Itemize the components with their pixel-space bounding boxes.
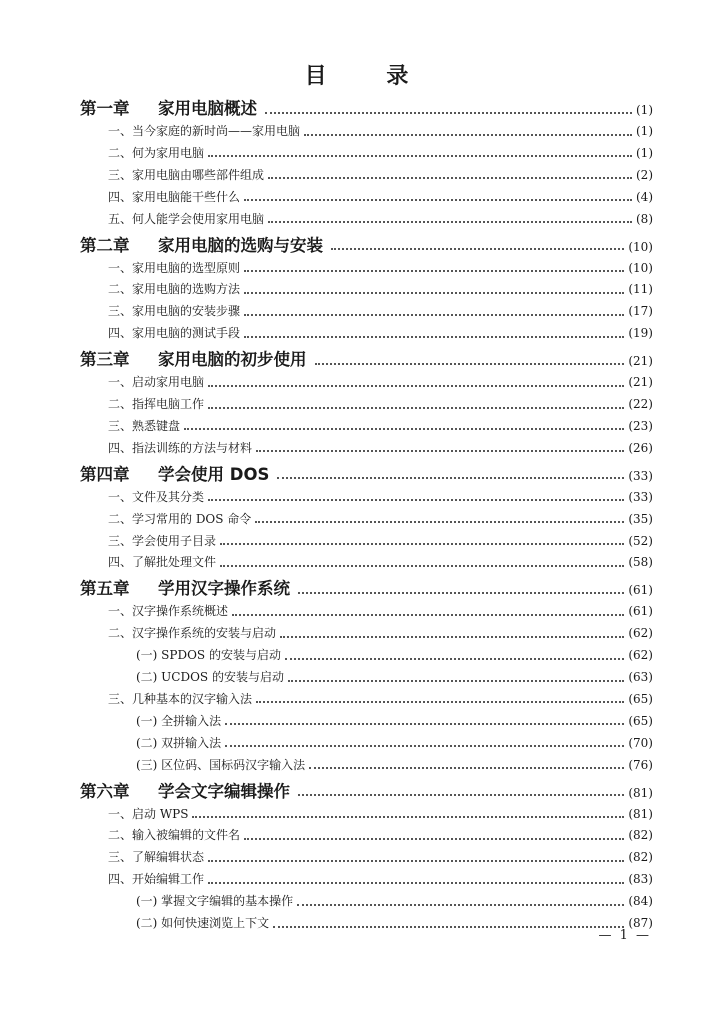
section-title: 二、学习常用的 DOS 命令 bbox=[108, 511, 252, 526]
dot-leader bbox=[244, 198, 632, 201]
section-title: 四、家用电脑能干些什么 bbox=[108, 189, 241, 204]
section-title: 一、当今家庭的新时尚——家用电脑 bbox=[108, 124, 301, 138]
toc-section bbox=[108, 552, 653, 572]
section-title: (一) SPDOS 的安装与启动 bbox=[136, 648, 281, 663]
toc-section bbox=[108, 279, 653, 299]
section-title: (二) 如何快速浏览上下文 bbox=[136, 916, 270, 930]
page-ref: (62) bbox=[628, 626, 653, 641]
dot-leader bbox=[277, 476, 624, 479]
dot-leader bbox=[268, 220, 632, 223]
section-title: (一) 全拼输入法 bbox=[136, 713, 222, 728]
toc-section bbox=[108, 804, 653, 824]
dot-leader bbox=[208, 498, 624, 501]
section-title: 一、汉字操作系统概述 bbox=[108, 604, 229, 619]
page-number: — 1 — bbox=[598, 928, 651, 943]
page-title: 目 录 bbox=[304, 64, 435, 89]
toc-section bbox=[108, 689, 653, 709]
page-ref: (62) bbox=[628, 648, 653, 663]
toc-chapter bbox=[80, 462, 653, 488]
dot-leader bbox=[298, 591, 624, 594]
page-ref: (1) bbox=[636, 124, 653, 138]
page-ref: (52) bbox=[628, 533, 653, 548]
section-title: (一) 掌握文字编辑的基本操作 bbox=[136, 894, 294, 909]
page-ref: (1) bbox=[636, 103, 653, 117]
toc-section bbox=[108, 623, 653, 643]
toc-section bbox=[108, 416, 653, 436]
dot-leader bbox=[280, 635, 624, 638]
chapter-title: 家用电脑的初步使用 bbox=[158, 350, 307, 370]
page-ref: (8) bbox=[636, 211, 653, 226]
page-ref: (82) bbox=[628, 850, 653, 865]
toc-section bbox=[108, 601, 653, 621]
section-title: 四、指法训练的方法与材料 bbox=[108, 440, 253, 455]
toc-section bbox=[108, 869, 653, 889]
toc-chapter bbox=[80, 347, 653, 373]
dot-leader bbox=[268, 176, 632, 179]
toc-section bbox=[108, 847, 653, 867]
section-title: 四、了解批处理文件 bbox=[108, 555, 217, 570]
section-title: 四、家用电脑的测试手段 bbox=[108, 326, 241, 341]
dot-leader bbox=[225, 744, 624, 747]
dot-leader bbox=[244, 269, 624, 272]
dot-leader bbox=[256, 700, 624, 703]
section-title: 三、家用电脑的安装步骤 bbox=[108, 304, 241, 319]
chapter-title: 学会文字编辑操作 bbox=[158, 781, 290, 801]
section-title: 二、汉字操作系统的安装与启动 bbox=[108, 626, 277, 641]
chapter-title: 家用电脑概述 bbox=[158, 99, 257, 118]
dot-leader bbox=[208, 154, 632, 157]
dot-leader bbox=[288, 679, 624, 682]
section-title: 一、文件及其分类 bbox=[108, 489, 205, 504]
section-title: 二、指挥电脑工作 bbox=[108, 397, 205, 411]
toc-section bbox=[108, 825, 653, 845]
toc-section bbox=[108, 372, 653, 392]
page-ref: (65) bbox=[628, 691, 653, 706]
page-ref: (70) bbox=[628, 735, 653, 750]
dot-leader bbox=[331, 247, 624, 250]
dot-leader bbox=[265, 111, 632, 114]
dot-leader bbox=[192, 815, 624, 818]
section-title: 一、家用电脑的选型原则 bbox=[108, 260, 241, 275]
toc-subsection bbox=[136, 755, 653, 775]
toc-section bbox=[108, 301, 653, 321]
toc-section bbox=[108, 121, 653, 141]
page-ref: (76) bbox=[628, 757, 653, 772]
page-ref: (23) bbox=[628, 418, 653, 433]
section-title: 二、何为家用电脑 bbox=[108, 145, 205, 160]
page-ref: (84) bbox=[628, 894, 653, 909]
toc-section bbox=[108, 258, 653, 278]
dot-leader bbox=[255, 520, 624, 523]
toc-subsection bbox=[136, 891, 653, 911]
dot-leader bbox=[285, 657, 624, 660]
page-ref: (63) bbox=[628, 670, 653, 684]
dot-leader bbox=[273, 925, 624, 928]
page-ref: (17) bbox=[628, 304, 653, 319]
chapter-number: 第二章 bbox=[80, 235, 130, 255]
toc-section bbox=[108, 323, 653, 343]
section-title: 二、家用电脑的选购方法 bbox=[108, 282, 241, 297]
page-ref: (21) bbox=[628, 354, 653, 369]
dot-leader bbox=[244, 313, 624, 316]
dot-leader bbox=[297, 903, 624, 906]
dot-leader bbox=[184, 427, 624, 430]
section-title: 三、熟悉键盘 bbox=[108, 418, 181, 433]
page-ref: (35) bbox=[628, 511, 653, 526]
dot-leader bbox=[315, 362, 625, 365]
section-title: 三、了解编辑状态 bbox=[108, 850, 205, 865]
toc-subsection bbox=[136, 733, 653, 753]
dot-leader bbox=[298, 793, 624, 796]
toc-subsection bbox=[136, 913, 653, 933]
page-ref: (81) bbox=[628, 785, 653, 800]
dot-leader bbox=[208, 384, 624, 387]
toc-chapter bbox=[80, 576, 653, 602]
page-ref: (1) bbox=[636, 145, 653, 160]
page-ref: (33) bbox=[628, 468, 653, 483]
dot-leader bbox=[208, 859, 624, 862]
toc-section bbox=[108, 187, 653, 207]
toc-section bbox=[108, 531, 653, 551]
chapter-number: 第五章 bbox=[80, 579, 130, 599]
section-title: (二) UCDOS 的安装与启动 bbox=[136, 670, 284, 684]
page-ref: (21) bbox=[628, 375, 653, 390]
toc-chapter bbox=[80, 96, 653, 122]
section-title: 二、输入被编辑的文件名 bbox=[108, 828, 241, 843]
page-ref: (58) bbox=[628, 555, 653, 570]
dot-leader bbox=[256, 449, 624, 452]
section-title: (二) 双拼输入法 bbox=[136, 735, 222, 750]
toc-section bbox=[108, 143, 653, 163]
chapter-number: 第四章 bbox=[80, 464, 130, 484]
toc-section bbox=[108, 165, 653, 185]
toc-subsection bbox=[136, 711, 653, 731]
dot-leader bbox=[309, 766, 624, 769]
section-title: 五、何人能学会使用家用电脑 bbox=[108, 211, 265, 226]
chapter-title: 学会使用 DOS bbox=[158, 464, 270, 484]
dot-leader bbox=[244, 837, 624, 840]
page-ref: (61) bbox=[628, 583, 653, 598]
toc-chapter bbox=[80, 233, 653, 259]
page-ref: (10) bbox=[628, 239, 653, 254]
dot-leader bbox=[208, 406, 624, 409]
dot-leader bbox=[220, 542, 624, 545]
toc-section bbox=[108, 438, 653, 458]
section-title: 一、启动 WPS bbox=[108, 806, 189, 821]
dot-leader bbox=[232, 613, 624, 616]
page-ref: (87) bbox=[628, 916, 653, 930]
page-ref: (19) bbox=[628, 326, 653, 341]
dot-leader bbox=[220, 564, 624, 567]
section-title: 三、家用电脑由哪些部件组成 bbox=[108, 167, 265, 182]
chapter-number: 第六章 bbox=[80, 781, 130, 801]
page-ref: (82) bbox=[628, 828, 653, 843]
section-title: 三、学会使用子目录 bbox=[108, 533, 217, 548]
page-ref: (4) bbox=[636, 189, 653, 204]
section-title: 三、几种基本的汉字输入法 bbox=[108, 691, 253, 706]
toc-chapter bbox=[80, 779, 653, 805]
page-ref: (2) bbox=[636, 167, 653, 182]
page-ref: (22) bbox=[628, 397, 653, 411]
toc-section bbox=[108, 209, 653, 229]
chapter-title: 家用电脑的选购与安装 bbox=[158, 235, 323, 255]
page-ref: (33) bbox=[628, 489, 653, 504]
dot-leader bbox=[225, 722, 624, 725]
page-ref: (11) bbox=[628, 282, 653, 297]
toc-subsection bbox=[136, 645, 653, 665]
section-title: (三) 区位码、国标码汉字输入法 bbox=[136, 757, 306, 772]
toc-section bbox=[108, 487, 653, 507]
chapter-number: 第三章 bbox=[80, 350, 130, 370]
page-ref: (81) bbox=[628, 806, 653, 821]
page-ref: (65) bbox=[628, 713, 653, 728]
dot-leader bbox=[208, 881, 624, 884]
page-ref: (61) bbox=[628, 604, 653, 619]
toc-subsection bbox=[136, 667, 653, 687]
chapter-number: 第一章 bbox=[80, 99, 130, 118]
toc-section bbox=[108, 394, 653, 414]
section-title: 一、启动家用电脑 bbox=[108, 375, 205, 390]
dot-leader bbox=[244, 335, 624, 338]
page-ref: (26) bbox=[628, 440, 653, 455]
toc-section bbox=[108, 509, 653, 529]
dot-leader bbox=[304, 133, 632, 136]
page-ref: (83) bbox=[628, 872, 653, 887]
section-title: 四、开始编辑工作 bbox=[108, 872, 205, 887]
dot-leader bbox=[244, 291, 624, 294]
chapter-title: 学用汉字操作系统 bbox=[158, 579, 290, 599]
page-ref: (10) bbox=[628, 260, 653, 275]
